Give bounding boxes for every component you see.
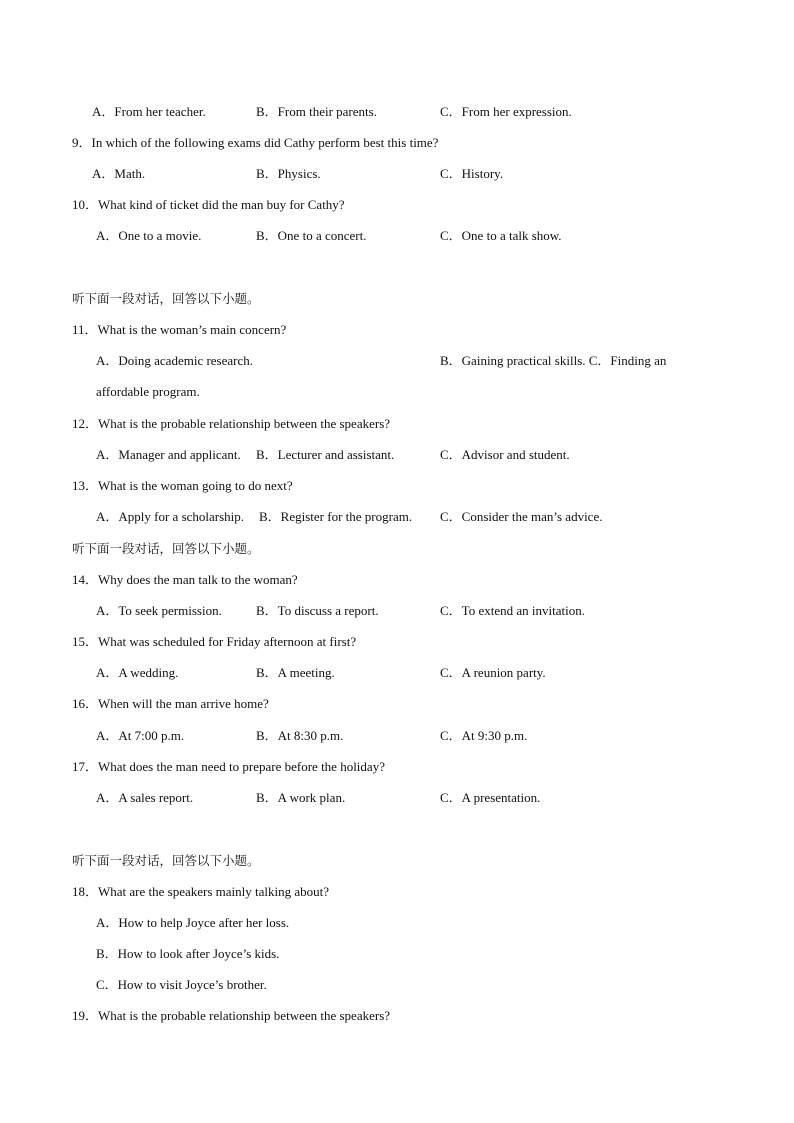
section-heading: 听下面一段对话，回答以下小题。 [72,853,260,868]
q13-option-c: C．Consider the man’s advice. [440,509,603,524]
q9-option-b: B．Physics. [256,166,321,181]
q8-option-b: B．From their parents. [256,104,377,119]
section-heading: 听下面一段对话，回答以下小题。 [72,541,260,556]
q17-option-b: B．A work plan. [256,790,346,805]
q14-option-a: A．To seek permission. [96,603,222,618]
q17-stem: 17．What does the man need to prepare before the holiday? [72,759,385,774]
q13-stem: 13．What is the woman going to do next? [72,478,293,493]
q17-option-c: C．A presentation. [440,790,541,805]
q18-stem: 18．What are the speakers mainly talking about? [72,884,330,899]
q14-option-b: B．To discuss a report. [256,603,379,618]
q10-stem: 10．What kind of ticket did the man buy for Cathy? [72,197,345,212]
q16-stem: 16．When will the man arrive home? [72,696,269,711]
q15-option-a: A．A wedding. [96,665,179,680]
q16-option-c: C．At 9:30 p.m. [440,728,528,743]
q9-option-a: A．Math. [92,166,146,181]
q10-option-b: B．One to a concert. [256,228,367,243]
q15-stem: 15．What was scheduled for Friday afternoon at first? [72,634,357,649]
q11-option-bc: B．Gaining practical skills. C．Finding an [440,353,667,368]
q11-option-a: A．Doing academic research. [96,353,254,368]
q18-option-c: C．How to visit Joyce’s brother. [96,977,267,992]
q14-option-c: C．To extend an invitation. [440,603,585,618]
q11-option-c-continued: affordable program. [96,384,200,399]
q16-option-b: B．At 8:30 p.m. [256,728,344,743]
q12-option-c: C．Advisor and student. [440,447,570,462]
q17-option-a: A．A sales report. [96,790,194,805]
q8-option-a: A．From her teacher. [92,104,206,119]
q9-option-c: C．History. [440,166,504,181]
q13-option-a: A．Apply for a scholarship. [96,509,245,524]
section-heading: 听下面一段对话，回答以下小题。 [72,291,260,306]
q11-stem: 11．What is the woman’s main concern? [72,322,287,337]
q8-option-c: C．From her expression. [440,104,572,119]
q19-stem: 19．What is the probable relationship between the speakers? [72,1008,391,1023]
q15-option-c: C．A reunion party. [440,665,546,680]
q9-stem: 9．In which of the following exams did Cathy perform best this time? [72,135,439,150]
q13-option-b: B．Register for the program. [259,509,413,524]
q12-option-a: A．Manager and applicant. [96,447,241,462]
q12-option-b: B．Lecturer and assistant. [256,447,395,462]
q10-option-a: A．One to a movie. [96,228,202,243]
q18-option-b: B．How to look after Joyce’s kids. [96,946,280,961]
q15-option-b: B．A meeting. [256,665,335,680]
q14-stem: 14．Why does the man talk to the woman? [72,572,298,587]
q18-option-a: A．How to help Joyce after her loss. [96,915,290,930]
q10-option-c: C．One to a talk show. [440,228,562,243]
q12-stem: 12．What is the probable relationship between the speakers? [72,416,391,431]
q16-option-a: A．At 7:00 p.m. [96,728,185,743]
